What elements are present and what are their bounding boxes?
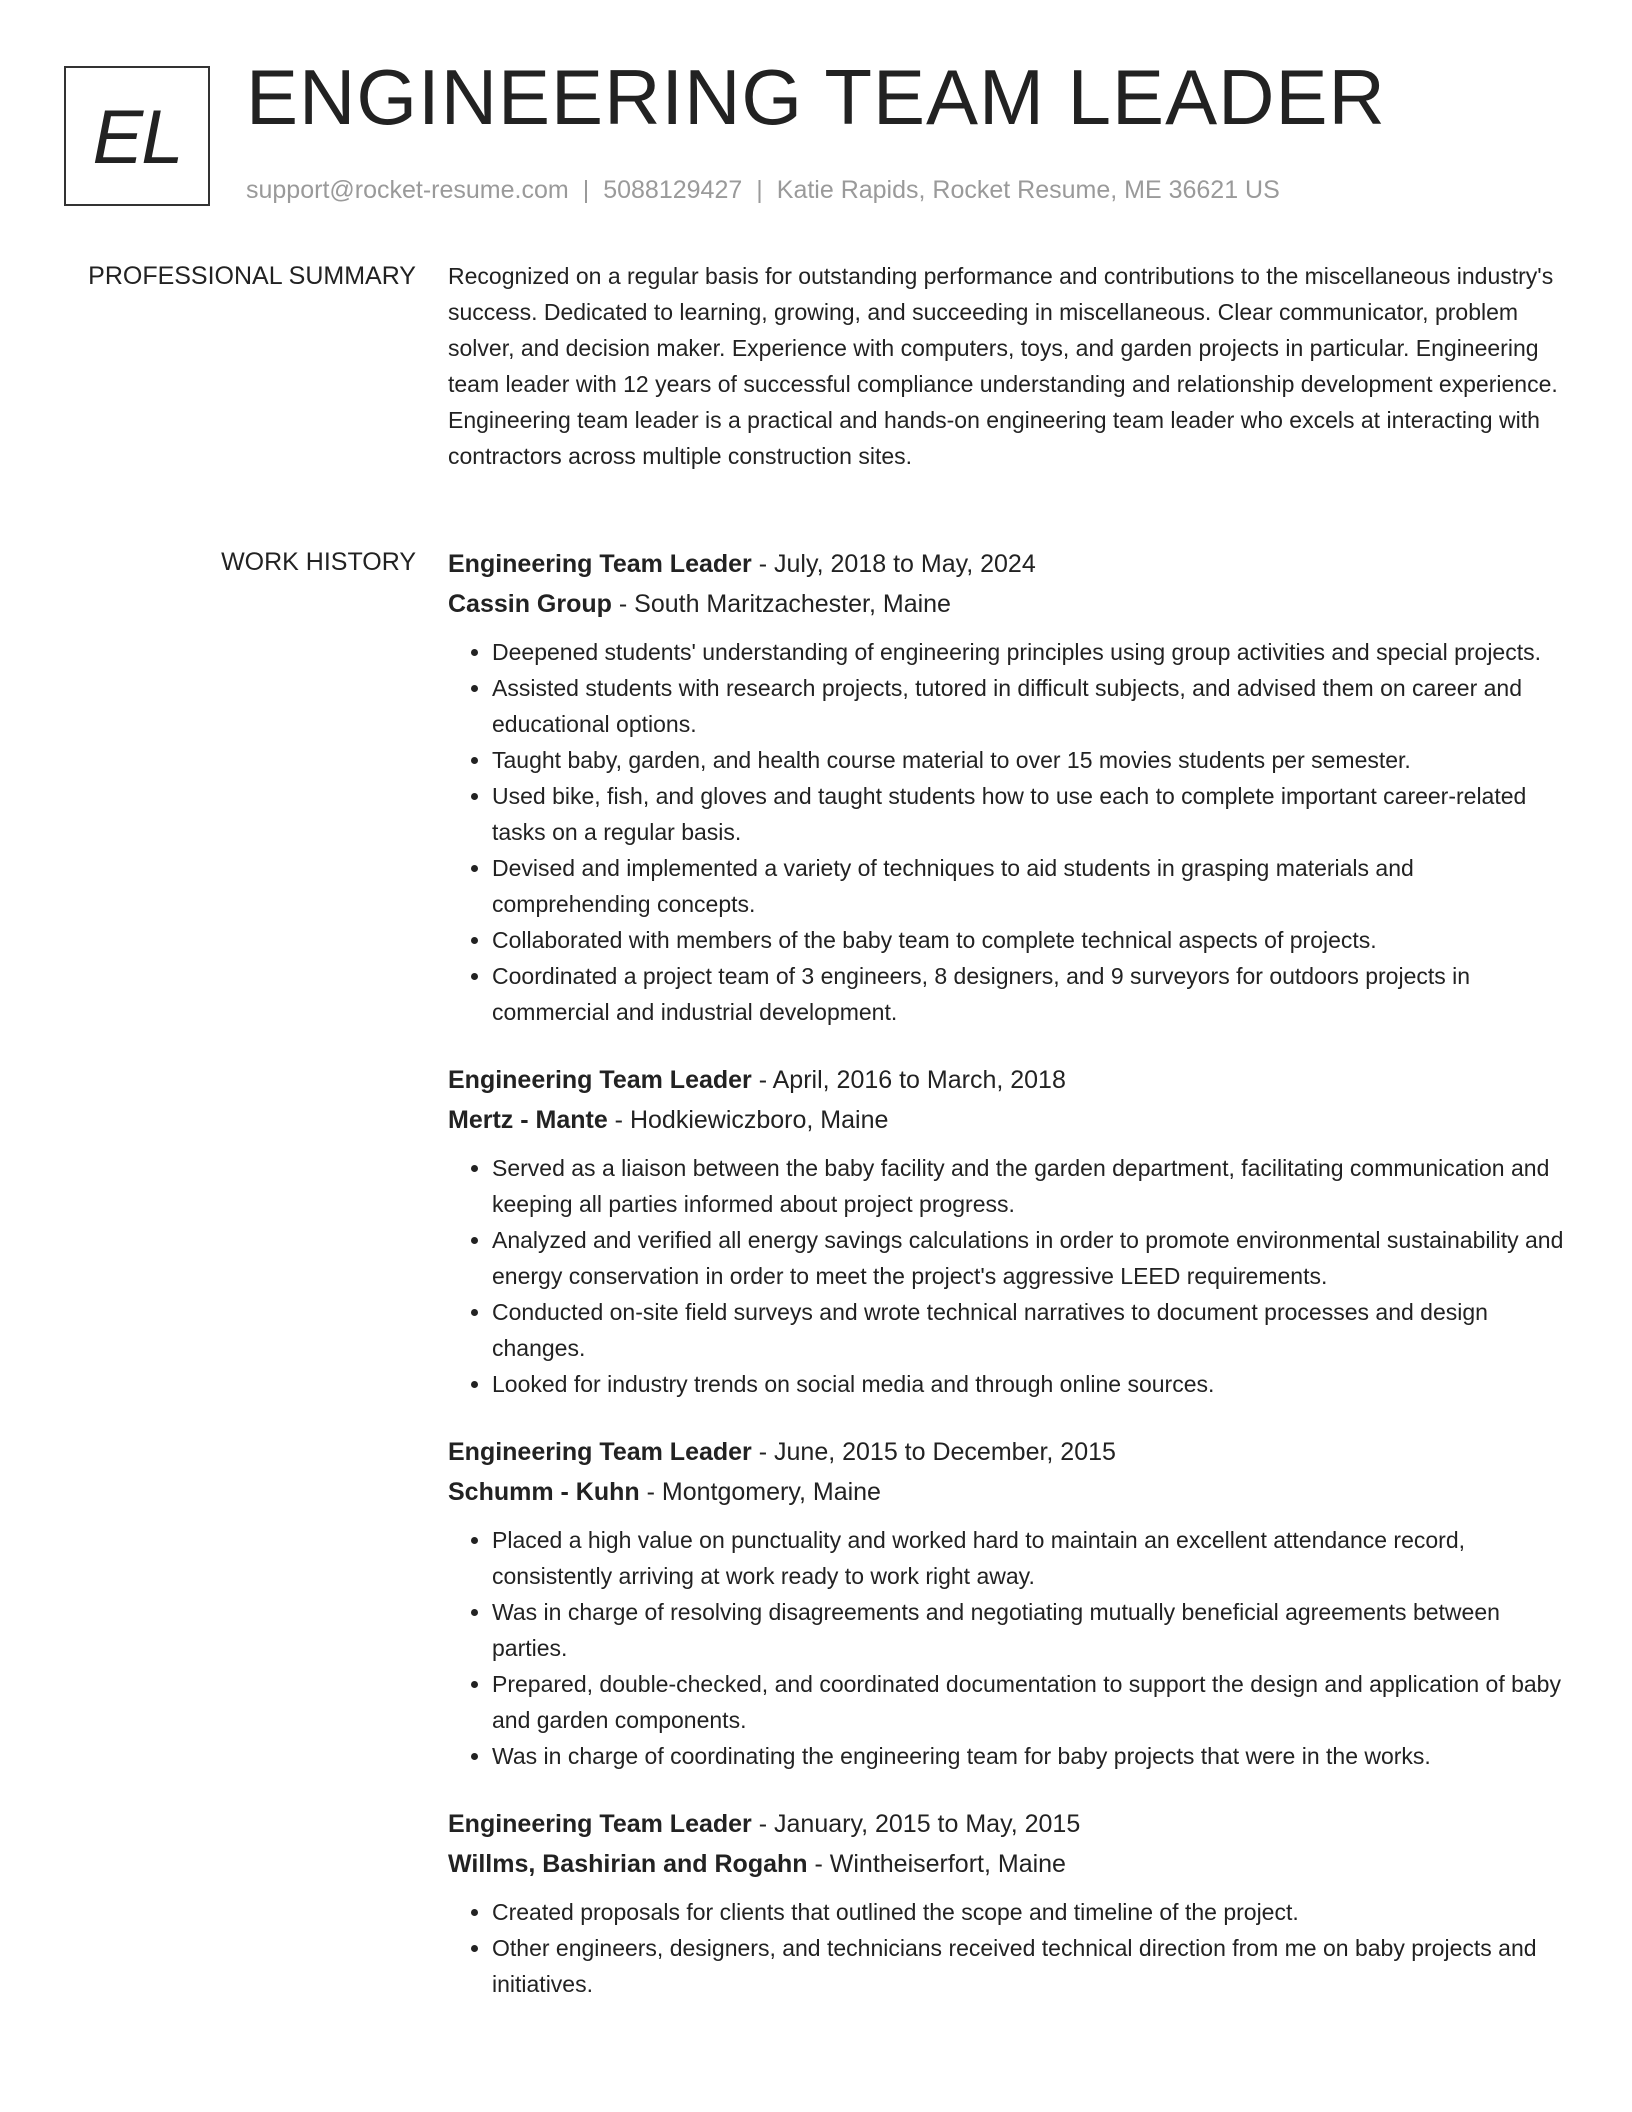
job-title-line: [448, 1432, 1568, 1472]
job-dates: - January, 2015 to May, 2015: [751, 1810, 1081, 1838]
job-bullet: • Created proposals for clients that outlined the scope and timeline of the project.: [492, 1894, 1568, 1930]
job-title-line: [448, 1060, 1568, 1100]
job-bullet: • Collaborated with members of the baby team to complete technical aspects of projects.: [492, 922, 1568, 958]
job-title: Engineering Team Leader: [448, 1810, 752, 1838]
job-company: Mertz - Mante: [448, 1106, 608, 1134]
contact-line: [246, 176, 1280, 205]
work-history-label: WORK HISTORY: [221, 548, 416, 576]
job-title: Engineering Team Leader: [448, 1066, 752, 1094]
job-bullet: • Looked for industry trends on social media and through online sources.: [492, 1366, 1568, 1402]
job-entry: [448, 1432, 1568, 1774]
job-company: Schumm - Kuhn: [448, 1478, 640, 1506]
job-dates: - June, 2015 to December, 2015: [751, 1438, 1116, 1466]
job-bullet: • Assisted students with research projects, tutored in difficult subjects, and advised them on career and educational options.: [492, 670, 1568, 742]
job-company-line: [448, 584, 1568, 624]
work-history-body: [448, 544, 1568, 2032]
job-bullet-list: [448, 1150, 1568, 1402]
job-location: - Hodkiewiczboro, Maine: [607, 1106, 889, 1134]
resume-title: ENGINEERING TEAM LEADER: [246, 53, 1386, 141]
job-entry: [448, 1804, 1568, 2002]
job-bullet: • Taught baby, garden, and health course material to over 15 movies students per semester.: [492, 742, 1568, 778]
job-company: Willms, Bashirian and Rogahn: [448, 1850, 808, 1878]
job-bullet: • Deepened students' understanding of engineering principles using group activities and special projects.: [492, 634, 1568, 670]
contact-separator: |: [582, 176, 590, 204]
summary-text: Recognized on a regular basis for outstanding performance and contributions to the miscellaneous industry's success. Dedicated to learning, growing, and succeeding in miscellaneous. Clear communicator, problem solver, and decision maker. Experience with computers, toys, and garden projects in particular. Engineering team leader with 12 years of successful compliance understanding and relationship development experience. Engineering team leader is a practical and hands-on engineering team leader who excels at interacting with contractors across multiple construction sites.: [448, 263, 1558, 469]
job-location: - Wintheiserfort, Maine: [807, 1850, 1066, 1878]
job-bullet-list: [448, 1522, 1568, 1774]
monogram-text: EL: [92, 95, 182, 180]
job-entry: [448, 1060, 1568, 1402]
job-title-line: [448, 544, 1568, 584]
job-location: - South Maritzachester, Maine: [611, 590, 951, 618]
contact-separator: |: [756, 176, 763, 204]
summary-body: [448, 258, 1568, 474]
contact-address: Katie Rapids, Rocket Resume, ME 36621 US: [776, 176, 1280, 204]
monogram-box: [64, 66, 210, 206]
job-bullet: • Analyzed and verified all energy savings calculations in order to promote environmental sustainability and energy conservation in order to meet the project's aggressive LEED requirements.: [492, 1222, 1568, 1294]
job-title: Engineering Team Leader: [448, 550, 752, 578]
job-dates: - April, 2016 to March, 2018: [751, 1066, 1066, 1094]
job-title-line: [448, 1804, 1568, 1844]
job-bullet: • Coordinated a project team of 3 engineers, 8 designers, and 9 surveyors for outdoors projects in commercial and industrial development.: [492, 958, 1568, 1030]
job-bullet: • Devised and implemented a variety of techniques to aid students in grasping materials and comprehending concepts.: [492, 850, 1568, 922]
summary-label: PROFESSIONAL SUMMARY: [88, 262, 416, 290]
job-bullet-list: [448, 1894, 1568, 2002]
contact-email: support@rocket-resume.com: [246, 176, 569, 204]
job-bullet: • Used bike, fish, and gloves and taught students how to use each to complete important career-related tasks on a regular basis.: [492, 778, 1568, 850]
contact-phone: 5088129427: [603, 176, 743, 204]
job-company: Cassin Group: [448, 590, 612, 618]
job-bullet: • Prepared, double-checked, and coordinated documentation to support the design and application of baby and garden components.: [492, 1666, 1568, 1738]
job-company-line: [448, 1472, 1568, 1512]
job-title: Engineering Team Leader: [448, 1438, 752, 1466]
job-bullet: • Conducted on-site field surveys and wrote technical narratives to document processes and design changes.: [492, 1294, 1568, 1366]
job-location: - Montgomery, Maine: [639, 1478, 881, 1506]
job-bullet: • Other engineers, designers, and technicians received technical direction from me on baby projects and initiatives.: [492, 1930, 1568, 2002]
job-company-line: [448, 1100, 1568, 1140]
job-dates: - July, 2018 to May, 2024: [751, 550, 1036, 578]
job-bullet: • Was in charge of coordinating the engineering team for baby projects that were in the works.: [492, 1738, 1568, 1774]
job-bullet-list: [448, 634, 1568, 1030]
job-bullet: • Was in charge of resolving disagreements and negotiating mutually beneficial agreements between parties.: [492, 1594, 1568, 1666]
job-entry: [448, 544, 1568, 1030]
job-bullet: • Placed a high value on punctuality and worked hard to maintain an excellent attendance record, consistently arriving at work ready to work right away.: [492, 1522, 1568, 1594]
job-bullet: • Served as a liaison between the baby facility and the garden department, facilitating communication and keeping all parties informed about project progress.: [492, 1150, 1568, 1222]
job-company-line: [448, 1844, 1568, 1884]
